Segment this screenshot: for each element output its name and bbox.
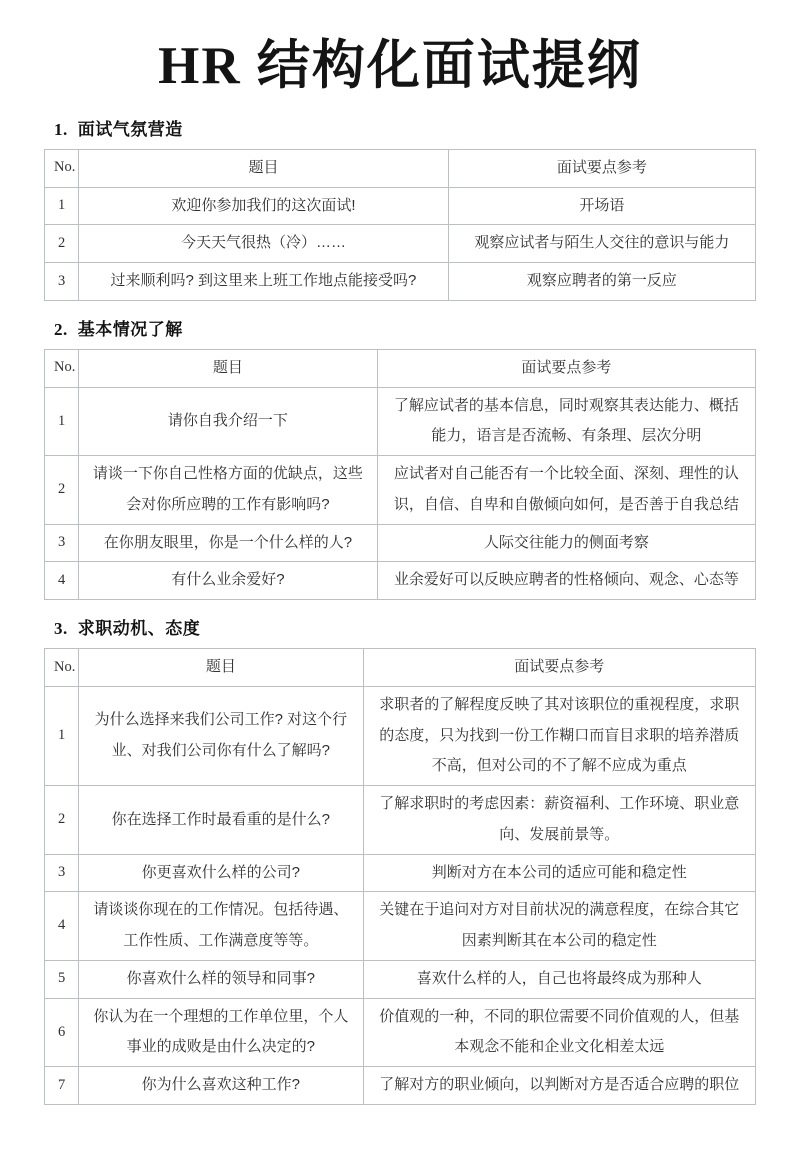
row-number: 2 — [45, 225, 79, 263]
table-body — [45, 387, 756, 600]
row-question: 在你朋友眼里，你是一个什么样的人? — [79, 524, 378, 562]
question-table — [44, 149, 756, 301]
row-question: 请谈谈你现在的工作情况。包括待遇、工作性质、工作满意度等等。 — [79, 892, 363, 961]
col-header-question: 题目 — [79, 149, 449, 187]
table-row — [45, 892, 756, 961]
col-header-reference: 面试要点参考 — [377, 349, 755, 387]
col-header-no: No. — [45, 649, 79, 687]
col-header-reference: 面试要点参考 — [363, 649, 755, 687]
section-heading — [54, 115, 756, 140]
row-question: 你喜欢什么样的领导和同事? — [79, 960, 363, 998]
table-row — [45, 387, 756, 456]
row-reference: 观察应聘者的第一反应 — [448, 263, 755, 301]
section — [44, 115, 756, 301]
row-number: 2 — [45, 456, 79, 525]
section — [44, 614, 756, 1105]
section-heading — [54, 315, 756, 340]
row-number: 1 — [45, 686, 79, 785]
row-question: 你为什么喜欢这种工作? — [79, 1067, 363, 1105]
row-reference: 了解应试者的基本信息，同时观察其表达能力、概括能力，语言是否流畅、有条理、层次分明 — [377, 387, 755, 456]
row-reference: 应试者对自己能否有一个比较全面、深刻、理性的认识，自信、自卑和自傲倾向如何，是否善于自我总结 — [377, 456, 755, 525]
row-question: 你认为在一个理想的工作单位里，个人事业的成败是由什么决定的? — [79, 998, 363, 1067]
section-number: 2. — [54, 319, 68, 339]
table-row — [45, 524, 756, 562]
row-question: 过来顺利吗? 到这里来上班工作地点能接受吗? — [79, 263, 449, 301]
row-question: 有什么业余爱好? — [79, 562, 378, 600]
section-title: 基本情况了解 — [77, 319, 183, 339]
table-header-row — [45, 649, 756, 687]
row-question: 为什么选择来我们公司工作? 对这个行业、对我们公司你有什么了解吗? — [79, 686, 363, 785]
table-row — [45, 686, 756, 785]
row-number: 1 — [45, 387, 79, 456]
row-number: 1 — [45, 187, 79, 225]
col-header-question: 题目 — [79, 349, 378, 387]
row-number: 6 — [45, 998, 79, 1067]
table-row — [45, 187, 756, 225]
table-row — [45, 854, 756, 892]
row-number: 4 — [45, 562, 79, 600]
row-question: 今天天气很热（冷）…… — [79, 225, 449, 263]
table-header-row — [45, 349, 756, 387]
section-title: 面试气氛营造 — [77, 119, 183, 139]
table-row — [45, 225, 756, 263]
row-number: 7 — [45, 1067, 79, 1105]
section-number: 1. — [54, 119, 68, 139]
row-reference: 人际交往能力的侧面考察 — [377, 524, 755, 562]
sections — [44, 115, 756, 1105]
row-reference: 观察应试者与陌生人交往的意识与能力 — [448, 225, 755, 263]
row-reference: 关键在于追问对方对目前状况的满意程度，在综合其它因素判断其在本公司的稳定性 — [363, 892, 755, 961]
section-number: 3. — [54, 619, 68, 639]
row-question: 你更喜欢什么样的公司? — [79, 854, 363, 892]
row-number: 2 — [45, 786, 79, 855]
row-question: 请谈一下你自己性格方面的优缺点，这些会对你所应聘的工作有影响吗? — [79, 456, 378, 525]
section-title: 求职动机、态度 — [77, 619, 201, 639]
row-reference: 开场语 — [448, 187, 755, 225]
table-row — [45, 960, 756, 998]
col-header-question: 题目 — [79, 649, 363, 687]
col-header-no: No. — [45, 349, 79, 387]
table-body — [45, 187, 756, 300]
row-number: 4 — [45, 892, 79, 961]
row-reference: 求职者的了解程度反映了其对该职位的重视程度，求职的态度，只为找到一份工作糊口而盲目求职的培养潜质不高，但对公司的不了解不应成为重点 — [363, 686, 755, 785]
table-row — [45, 786, 756, 855]
question-table — [44, 349, 756, 600]
table-row — [45, 562, 756, 600]
row-reference: 喜欢什么样的人，自己也将最终成为那种人 — [363, 960, 755, 998]
col-header-reference: 面试要点参考 — [448, 149, 755, 187]
page-title: HR 结构化面试提纲 — [158, 37, 642, 95]
row-number: 3 — [45, 263, 79, 301]
table-row — [45, 998, 756, 1067]
table-row — [45, 1067, 756, 1105]
row-question: 欢迎你参加我们的这次面试! — [79, 187, 449, 225]
table-row — [45, 456, 756, 525]
row-number: 3 — [45, 524, 79, 562]
row-reference: 业余爱好可以反映应聘者的性格倾向、观念、心态等 — [377, 562, 755, 600]
table-row — [45, 263, 756, 301]
row-reference: 了解对方的职业倾向，以判断对方是否适合应聘的职位 — [363, 1067, 755, 1105]
table-body — [45, 686, 756, 1104]
section-heading — [54, 614, 756, 639]
row-reference: 价值观的一种，不同的职位需要不同价值观的人，但基本观念不能和企业文化相差太远 — [363, 998, 755, 1067]
question-table — [44, 648, 756, 1105]
row-number: 3 — [45, 854, 79, 892]
row-question: 请你自我介绍一下 — [79, 387, 378, 456]
col-header-no: No. — [45, 149, 79, 187]
row-number: 5 — [45, 960, 79, 998]
row-question: 你在选择工作时最看重的是什么? — [79, 786, 363, 855]
section — [44, 315, 756, 600]
row-reference: 了解求职时的考虑因素：薪资福利、工作环境、职业意向、发展前景等。 — [363, 786, 755, 855]
table-header-row — [45, 149, 756, 187]
row-reference: 判断对方在本公司的适应可能和稳定性 — [363, 854, 755, 892]
